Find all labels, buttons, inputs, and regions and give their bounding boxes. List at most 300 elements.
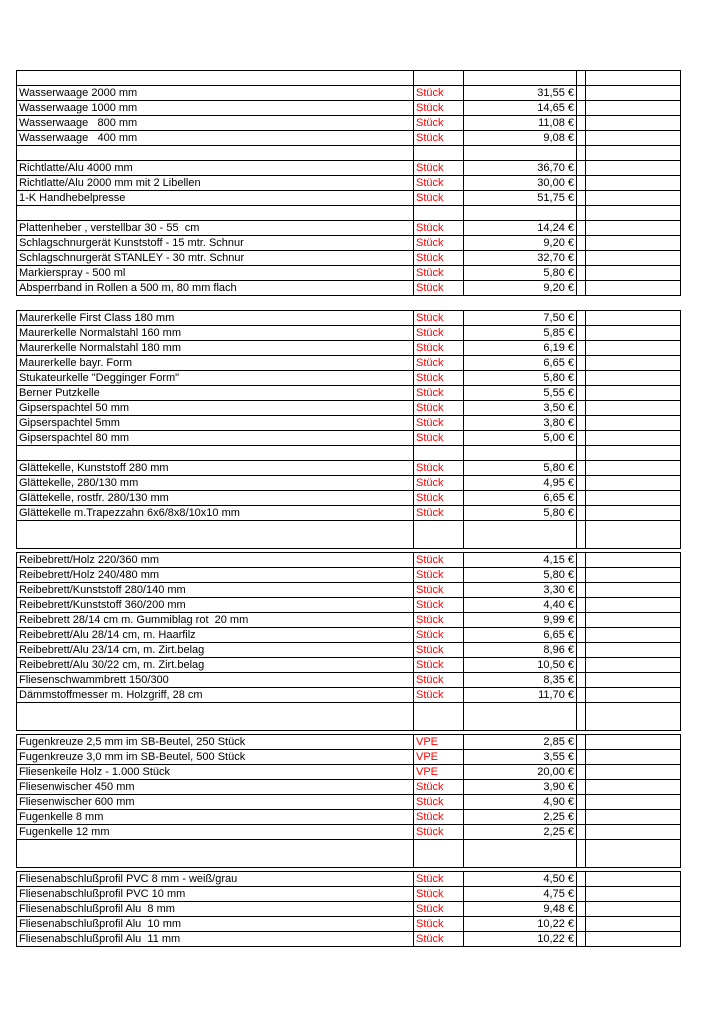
notes-cell xyxy=(586,206,681,221)
column-gap xyxy=(577,506,586,521)
product-name-cell: Reibebrett/Alu 28/14 cm, m. Haarfilz xyxy=(17,628,414,643)
product-name-cell: Absperrband in Rollen a 500 m, 80 mm flach xyxy=(17,281,414,296)
column-gap xyxy=(577,206,586,221)
table-row xyxy=(17,765,681,780)
table-row xyxy=(17,825,681,840)
column-gap xyxy=(577,221,586,236)
table-row xyxy=(17,281,681,296)
table-row xyxy=(17,613,681,628)
column-gap xyxy=(577,101,586,116)
unit-cell: Stück xyxy=(414,491,464,506)
price-list-document xyxy=(16,70,656,950)
price-cell: 4,40 € xyxy=(464,598,577,613)
price-table-block-5 xyxy=(16,871,681,947)
unit-cell: Stück xyxy=(414,131,464,146)
notes-cell xyxy=(586,735,681,750)
notes-cell xyxy=(586,176,681,191)
empty-unit-cell xyxy=(414,446,464,461)
column-gap xyxy=(577,735,586,750)
table-row xyxy=(17,553,681,568)
product-name-cell: Fliesenkeile Holz - 1.000 Stück xyxy=(17,765,414,780)
price-cell: 4,50 € xyxy=(464,872,577,887)
price-cell: 8,35 € xyxy=(464,673,577,688)
table-row xyxy=(17,932,681,947)
unit-cell: Stück xyxy=(414,673,464,688)
price-cell: 7,50 € xyxy=(464,311,577,326)
column-gap xyxy=(577,311,586,326)
price-cell: 20,00 € xyxy=(464,765,577,780)
price-cell: 6,65 € xyxy=(464,356,577,371)
product-name-cell: Stukateurkelle "Degginger Form" xyxy=(17,371,414,386)
notes-cell xyxy=(586,506,681,521)
unit-cell: Stück xyxy=(414,386,464,401)
unit-cell: Stück xyxy=(414,101,464,116)
price-cell: 10,22 € xyxy=(464,917,577,932)
empty-name-cell xyxy=(17,446,414,461)
price-cell: 10,22 € xyxy=(464,932,577,947)
product-name-cell: Wasserwaage 2000 mm xyxy=(17,86,414,101)
unit-cell: Stück xyxy=(414,583,464,598)
notes-cell xyxy=(586,568,681,583)
unit-cell: Stück xyxy=(414,872,464,887)
price-cell: 11,08 € xyxy=(464,116,577,131)
notes-cell xyxy=(586,431,681,446)
unit-cell: VPE xyxy=(414,750,464,765)
column-gap xyxy=(577,643,586,658)
empty-price-cell xyxy=(464,521,577,549)
product-name-cell: Fliesenabschlußprofil PVC 8 mm - weiß/grau xyxy=(17,872,414,887)
column-gap xyxy=(577,236,586,251)
unit-cell: Stück xyxy=(414,643,464,658)
column-gap xyxy=(577,281,586,296)
unit-cell: Stück xyxy=(414,887,464,902)
price-cell: 6,65 € xyxy=(464,491,577,506)
empty-name-cell xyxy=(17,146,414,161)
unit-cell: VPE xyxy=(414,765,464,780)
notes-cell xyxy=(586,795,681,810)
price-cell: 8,96 € xyxy=(464,643,577,658)
table-row xyxy=(17,131,681,146)
notes-cell xyxy=(586,476,681,491)
price-table-block-4 xyxy=(16,734,681,868)
unit-cell: Stück xyxy=(414,266,464,281)
product-name-cell: Reibebrett/Kunststoff 280/140 mm xyxy=(17,583,414,598)
table-row xyxy=(17,795,681,810)
notes-cell xyxy=(586,688,681,703)
table-row xyxy=(17,236,681,251)
column-gap xyxy=(577,810,586,825)
empty-unit-cell xyxy=(414,206,464,221)
table-row xyxy=(17,491,681,506)
price-cell: 9,08 € xyxy=(464,131,577,146)
notes-cell xyxy=(586,146,681,161)
empty-row xyxy=(17,206,681,221)
column-gap xyxy=(577,416,586,431)
unit-cell: Stück xyxy=(414,236,464,251)
table-row xyxy=(17,643,681,658)
empty-row-tall xyxy=(17,521,681,549)
unit-cell: Stück xyxy=(414,416,464,431)
table-row xyxy=(17,917,681,932)
table-row xyxy=(17,476,681,491)
price-cell: 2,85 € xyxy=(464,735,577,750)
empty-price-cell xyxy=(464,146,577,161)
product-name-cell: Maurerkelle Normalstahl 160 mm xyxy=(17,326,414,341)
table-row xyxy=(17,191,681,206)
unit-cell: Stück xyxy=(414,613,464,628)
empty-price-cell xyxy=(464,446,577,461)
price-cell: 9,20 € xyxy=(464,236,577,251)
table-row xyxy=(17,688,681,703)
notes-cell xyxy=(586,825,681,840)
product-name-cell: Maurerkelle First Class 180 mm xyxy=(17,311,414,326)
notes-cell xyxy=(586,902,681,917)
table-row xyxy=(17,750,681,765)
notes-cell xyxy=(586,750,681,765)
empty-unit-cell xyxy=(414,840,464,868)
empty-price-cell xyxy=(464,71,577,86)
unit-cell: Stück xyxy=(414,311,464,326)
notes-cell xyxy=(586,311,681,326)
column-gap xyxy=(577,251,586,266)
empty-row xyxy=(17,146,681,161)
unit-cell: Stück xyxy=(414,461,464,476)
product-name-cell: Dämmstoffmesser m. Holzgriff, 28 cm xyxy=(17,688,414,703)
table-row xyxy=(17,251,681,266)
table-row xyxy=(17,401,681,416)
unit-cell: Stück xyxy=(414,116,464,131)
price-cell: 2,25 € xyxy=(464,825,577,840)
product-name-cell: Reibebrett/Holz 240/480 mm xyxy=(17,568,414,583)
column-gap xyxy=(577,688,586,703)
unit-cell: Stück xyxy=(414,401,464,416)
notes-cell xyxy=(586,386,681,401)
column-gap xyxy=(577,598,586,613)
price-cell: 11,70 € xyxy=(464,688,577,703)
price-cell: 31,55 € xyxy=(464,86,577,101)
unit-cell: Stück xyxy=(414,825,464,840)
table-row xyxy=(17,887,681,902)
product-name-cell: Maurerkelle Normalstahl 180 mm xyxy=(17,341,414,356)
price-cell: 9,20 € xyxy=(464,281,577,296)
price-cell: 5,80 € xyxy=(464,266,577,281)
unit-cell: Stück xyxy=(414,326,464,341)
unit-cell: Stück xyxy=(414,688,464,703)
table-row xyxy=(17,416,681,431)
column-gap xyxy=(577,658,586,673)
notes-cell xyxy=(586,703,681,731)
table-row xyxy=(17,568,681,583)
empty-price-cell xyxy=(464,703,577,731)
product-name-cell: Fliesenabschlußprofil Alu 11 mm xyxy=(17,932,414,947)
table-row xyxy=(17,101,681,116)
notes-cell xyxy=(586,416,681,431)
price-cell: 6,65 € xyxy=(464,628,577,643)
notes-cell xyxy=(586,628,681,643)
notes-cell xyxy=(586,917,681,932)
unit-cell: Stück xyxy=(414,191,464,206)
column-gap xyxy=(577,176,586,191)
column-gap xyxy=(577,476,586,491)
notes-cell xyxy=(586,491,681,506)
product-name-cell: Wasserwaage 400 mm xyxy=(17,131,414,146)
notes-cell xyxy=(586,191,681,206)
empty-row xyxy=(17,71,681,86)
price-cell: 14,24 € xyxy=(464,221,577,236)
column-gap xyxy=(577,71,586,86)
notes-cell xyxy=(586,887,681,902)
unit-cell: Stück xyxy=(414,932,464,947)
column-gap xyxy=(577,628,586,643)
column-gap xyxy=(577,386,586,401)
notes-cell xyxy=(586,86,681,101)
table-row xyxy=(17,810,681,825)
product-name-cell: Markierspray - 500 ml xyxy=(17,266,414,281)
unit-cell: Stück xyxy=(414,917,464,932)
table-row xyxy=(17,176,681,191)
notes-cell xyxy=(586,643,681,658)
column-gap xyxy=(577,461,586,476)
column-gap xyxy=(577,673,586,688)
table-row xyxy=(17,386,681,401)
product-name-cell: Berner Putzkelle xyxy=(17,386,414,401)
price-cell: 32,70 € xyxy=(464,251,577,266)
notes-cell xyxy=(586,810,681,825)
column-gap xyxy=(577,902,586,917)
table-row xyxy=(17,266,681,281)
table-row xyxy=(17,658,681,673)
column-gap xyxy=(577,521,586,549)
table-row xyxy=(17,780,681,795)
price-cell: 5,85 € xyxy=(464,326,577,341)
product-name-cell: Reibebrett/Holz 220/360 mm xyxy=(17,553,414,568)
empty-unit-cell xyxy=(414,703,464,731)
unit-cell: Stück xyxy=(414,356,464,371)
unit-cell: Stück xyxy=(414,795,464,810)
table-row xyxy=(17,673,681,688)
unit-cell: Stück xyxy=(414,553,464,568)
notes-cell xyxy=(586,371,681,386)
column-gap xyxy=(577,446,586,461)
empty-name-cell xyxy=(17,71,414,86)
product-name-cell: Reibebrett 28/14 cm m. Gummiblag rot 20 mm xyxy=(17,613,414,628)
table-row xyxy=(17,326,681,341)
price-cell: 5,80 € xyxy=(464,371,577,386)
unit-cell: Stück xyxy=(414,810,464,825)
notes-cell xyxy=(586,356,681,371)
product-name-cell: Glättekelle, 280/130 mm xyxy=(17,476,414,491)
product-name-cell: Glättekelle m.Trapezzahn 6x6/8x8/10x10 mm xyxy=(17,506,414,521)
notes-cell xyxy=(586,281,681,296)
table-row xyxy=(17,583,681,598)
price-cell: 5,80 € xyxy=(464,568,577,583)
column-gap xyxy=(577,341,586,356)
table-row xyxy=(17,356,681,371)
unit-cell: VPE xyxy=(414,735,464,750)
price-table-block-2 xyxy=(16,310,681,549)
product-name-cell: Reibebrett/Kunststoff 360/200 mm xyxy=(17,598,414,613)
table-row xyxy=(17,902,681,917)
column-gap xyxy=(577,795,586,810)
table-row xyxy=(17,872,681,887)
empty-price-cell xyxy=(464,840,577,868)
product-name-cell: Schlagschnurgerät STANLEY - 30 mtr. Schnur xyxy=(17,251,414,266)
price-cell: 4,15 € xyxy=(464,553,577,568)
column-gap xyxy=(577,356,586,371)
price-cell: 4,90 € xyxy=(464,795,577,810)
notes-cell xyxy=(586,613,681,628)
notes-cell xyxy=(586,341,681,356)
price-cell: 3,30 € xyxy=(464,583,577,598)
column-gap xyxy=(577,703,586,731)
notes-cell xyxy=(586,840,681,868)
column-gap xyxy=(577,161,586,176)
notes-cell xyxy=(586,266,681,281)
table-row xyxy=(17,86,681,101)
unit-cell: Stück xyxy=(414,780,464,795)
unit-cell: Stück xyxy=(414,281,464,296)
product-name-cell: Schlagschnurgerät Kunststoff - 15 mtr. Schnur xyxy=(17,236,414,251)
product-name-cell: Glättekelle, Kunststoff 280 mm xyxy=(17,461,414,476)
product-name-cell: Fugenkreuze 3,0 mm im SB-Beutel, 500 Stück xyxy=(17,750,414,765)
table-row xyxy=(17,116,681,131)
product-name-cell: Wasserwaage 1000 mm xyxy=(17,101,414,116)
unit-cell: Stück xyxy=(414,902,464,917)
price-cell: 9,99 € xyxy=(464,613,577,628)
price-cell: 6,19 € xyxy=(464,341,577,356)
product-name-cell: Fliesenabschlußprofil PVC 10 mm xyxy=(17,887,414,902)
table-row xyxy=(17,431,681,446)
empty-name-cell xyxy=(17,521,414,549)
unit-cell: Stück xyxy=(414,371,464,386)
notes-cell xyxy=(586,461,681,476)
product-name-cell: Maurerkelle bayr. Form xyxy=(17,356,414,371)
product-name-cell: Reibebrett/Alu 30/22 cm, m. Zirt.belag xyxy=(17,658,414,673)
column-gap xyxy=(577,371,586,386)
price-cell: 3,90 € xyxy=(464,780,577,795)
empty-row xyxy=(17,446,681,461)
table-row xyxy=(17,735,681,750)
product-name-cell: Plattenheber , verstellbar 30 - 55 cm xyxy=(17,221,414,236)
empty-name-cell xyxy=(17,840,414,868)
column-gap xyxy=(577,431,586,446)
notes-cell xyxy=(586,251,681,266)
empty-unit-cell xyxy=(414,521,464,549)
column-gap xyxy=(577,750,586,765)
column-gap xyxy=(577,583,586,598)
unit-cell: Stück xyxy=(414,86,464,101)
price-table-block-3 xyxy=(16,552,681,731)
unit-cell: Stück xyxy=(414,221,464,236)
price-cell: 2,25 € xyxy=(464,810,577,825)
empty-row-tall xyxy=(17,703,681,731)
unit-cell: Stück xyxy=(414,598,464,613)
notes-cell xyxy=(586,872,681,887)
price-cell: 5,80 € xyxy=(464,506,577,521)
notes-cell xyxy=(586,221,681,236)
column-gap xyxy=(577,780,586,795)
column-gap xyxy=(577,191,586,206)
product-name-cell: Fliesenwischer 450 mm xyxy=(17,780,414,795)
table-row xyxy=(17,628,681,643)
column-gap xyxy=(577,825,586,840)
column-gap xyxy=(577,116,586,131)
notes-cell xyxy=(586,401,681,416)
column-gap xyxy=(577,131,586,146)
unit-cell: Stück xyxy=(414,341,464,356)
product-name-cell: Fliesenabschlußprofil Alu 8 mm xyxy=(17,902,414,917)
product-name-cell: Gipserspachtel 5mm xyxy=(17,416,414,431)
notes-cell xyxy=(586,161,681,176)
product-name-cell: Fugenkelle 8 mm xyxy=(17,810,414,825)
price-cell: 5,00 € xyxy=(464,431,577,446)
product-name-cell: Fliesenabschlußprofil Alu 10 mm xyxy=(17,917,414,932)
price-cell: 3,50 € xyxy=(464,401,577,416)
notes-cell xyxy=(586,583,681,598)
table-row xyxy=(17,506,681,521)
notes-cell xyxy=(586,553,681,568)
product-name-cell: Fliesenschwammbrett 150/300 xyxy=(17,673,414,688)
price-cell: 3,80 € xyxy=(464,416,577,431)
product-name-cell: Fugenkelle 12 mm xyxy=(17,825,414,840)
notes-cell xyxy=(586,765,681,780)
product-name-cell: Gipserspachtel 50 mm xyxy=(17,401,414,416)
empty-name-cell xyxy=(17,206,414,221)
column-gap xyxy=(577,917,586,932)
product-name-cell: Richtlatte/Alu 4000 mm xyxy=(17,161,414,176)
product-name-cell: 1-K Handhebelpresse xyxy=(17,191,414,206)
notes-cell xyxy=(586,598,681,613)
notes-cell xyxy=(586,116,681,131)
empty-price-cell xyxy=(464,206,577,221)
table-row xyxy=(17,221,681,236)
price-cell: 3,55 € xyxy=(464,750,577,765)
notes-cell xyxy=(586,236,681,251)
table-row xyxy=(17,598,681,613)
column-gap xyxy=(577,266,586,281)
unit-cell: Stück xyxy=(414,476,464,491)
price-cell: 10,50 € xyxy=(464,658,577,673)
product-name-cell: Reibebrett/Alu 23/14 cm, m. Zirt.belag xyxy=(17,643,414,658)
column-gap xyxy=(577,765,586,780)
column-gap xyxy=(577,326,586,341)
empty-row-tall xyxy=(17,840,681,868)
notes-cell xyxy=(586,71,681,86)
product-name-cell: Gipserspachtel 80 mm xyxy=(17,431,414,446)
price-cell: 36,70 € xyxy=(464,161,577,176)
product-name-cell: Fliesenwischer 600 mm xyxy=(17,795,414,810)
unit-cell: Stück xyxy=(414,431,464,446)
product-name-cell: Richtlatte/Alu 2000 mm mit 2 Libellen xyxy=(17,176,414,191)
column-gap xyxy=(577,568,586,583)
column-gap xyxy=(577,872,586,887)
price-cell: 4,95 € xyxy=(464,476,577,491)
unit-cell: Stück xyxy=(414,506,464,521)
notes-cell xyxy=(586,101,681,116)
price-table-block-1 xyxy=(16,70,681,296)
notes-cell xyxy=(586,658,681,673)
table-row xyxy=(17,311,681,326)
column-gap xyxy=(577,840,586,868)
notes-cell xyxy=(586,673,681,688)
product-name-cell: Wasserwaage 800 mm xyxy=(17,116,414,131)
column-gap xyxy=(577,146,586,161)
unit-cell: Stück xyxy=(414,161,464,176)
unit-cell: Stück xyxy=(414,628,464,643)
unit-cell: Stück xyxy=(414,176,464,191)
column-gap xyxy=(577,86,586,101)
table-row xyxy=(17,341,681,356)
